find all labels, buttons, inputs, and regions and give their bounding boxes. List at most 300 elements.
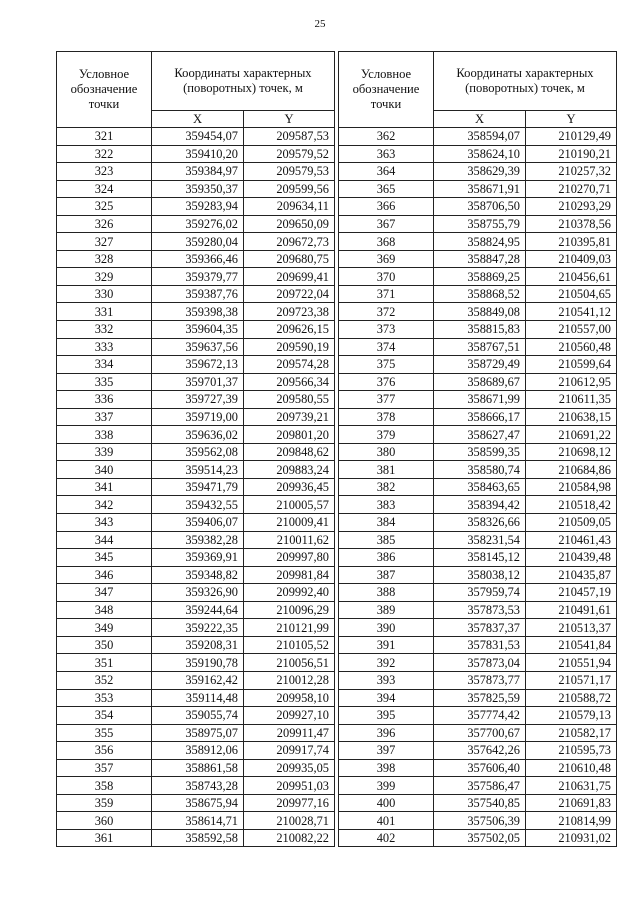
point-number-cell: 387	[339, 566, 434, 584]
coordinates-table-left	[56, 51, 335, 847]
table-row	[57, 531, 335, 549]
point-number-cell: 379	[339, 426, 434, 444]
x-coordinate-cell: 359369,91	[152, 549, 244, 567]
x-coordinate-cell: 359348,82	[152, 566, 244, 584]
point-number-cell: 334	[57, 356, 152, 374]
y-coordinate-cell: 210595,73	[526, 742, 617, 760]
table-row	[57, 426, 335, 444]
point-number-cell: 372	[339, 303, 434, 321]
table-row	[57, 794, 335, 812]
x-coordinate-cell: 359719,00	[152, 408, 244, 426]
y-coordinate-cell: 210190,21	[526, 145, 617, 163]
table-row	[57, 496, 335, 514]
y-coordinate-cell: 210439,48	[526, 549, 617, 567]
y-coordinate-cell: 209981,84	[244, 566, 335, 584]
y-coordinate-cell: 209650,09	[244, 215, 335, 233]
point-number-cell: 323	[57, 163, 152, 181]
point-number-cell: 355	[57, 724, 152, 742]
x-coordinate-cell: 359398,38	[152, 303, 244, 321]
point-number-cell: 374	[339, 338, 434, 356]
x-coordinate-cell: 359514,23	[152, 461, 244, 479]
y-coordinate-cell: 210612,95	[526, 373, 617, 391]
y-coordinate-cell: 210638,15	[526, 408, 617, 426]
table-row	[339, 356, 617, 374]
point-number-cell: 388	[339, 584, 434, 602]
y-coordinate-cell: 210409,03	[526, 250, 617, 268]
table-row	[57, 689, 335, 707]
x-coordinate-cell: 357837,37	[434, 619, 526, 637]
x-coordinate-cell: 358627,47	[434, 426, 526, 444]
y-coordinate-cell: 210513,37	[526, 619, 617, 637]
y-coordinate-cell: 210631,75	[526, 777, 617, 795]
x-coordinate-cell: 358624,10	[434, 145, 526, 163]
point-number-cell: 330	[57, 285, 152, 303]
y-coordinate-cell: 209722,04	[244, 285, 335, 303]
table-row	[339, 759, 617, 777]
table-row	[339, 584, 617, 602]
table-row	[339, 654, 617, 672]
x-coordinate-cell: 359636,02	[152, 426, 244, 444]
point-number-cell: 337	[57, 408, 152, 426]
point-number-cell: 335	[57, 373, 152, 391]
x-coordinate-cell: 359387,76	[152, 285, 244, 303]
y-coordinate-cell: 210121,99	[244, 619, 335, 637]
y-coordinate-cell: 210293,29	[526, 198, 617, 216]
x-coordinate-cell: 359114,48	[152, 689, 244, 707]
table-row	[339, 145, 617, 163]
table-row	[339, 689, 617, 707]
y-header: Y	[244, 111, 335, 128]
y-coordinate-cell: 210691,83	[526, 794, 617, 812]
x-coordinate-cell: 357825,59	[434, 689, 526, 707]
x-coordinate-cell: 359055,74	[152, 707, 244, 725]
y-coordinate-cell: 209587,53	[244, 128, 335, 146]
point-number-cell: 399	[339, 777, 434, 795]
y-coordinate-cell: 210005,57	[244, 496, 335, 514]
table-row	[57, 619, 335, 637]
y-coordinate-cell: 209951,03	[244, 777, 335, 795]
table-row	[57, 321, 335, 339]
point-number-cell: 400	[339, 794, 434, 812]
y-coordinate-cell: 209723,38	[244, 303, 335, 321]
x-coordinate-cell: 358671,99	[434, 391, 526, 409]
point-number-cell: 326	[57, 215, 152, 233]
y-coordinate-cell: 209883,24	[244, 461, 335, 479]
y-coordinate-cell: 210491,61	[526, 601, 617, 619]
y-coordinate-cell: 210504,65	[526, 285, 617, 303]
y-coordinate-cell: 209680,75	[244, 250, 335, 268]
table-row	[57, 584, 335, 602]
point-number-cell: 345	[57, 549, 152, 567]
y-coordinate-cell: 210011,62	[244, 531, 335, 549]
point-number-cell: 397	[339, 742, 434, 760]
point-number-cell: 331	[57, 303, 152, 321]
x-coordinate-cell: 357606,40	[434, 759, 526, 777]
x-coordinate-cell: 357506,39	[434, 812, 526, 830]
point-number-cell: 363	[339, 145, 434, 163]
point-number-cell: 367	[339, 215, 434, 233]
x-coordinate-cell: 359432,55	[152, 496, 244, 514]
x-coordinate-cell: 359384,97	[152, 163, 244, 181]
table-row	[57, 707, 335, 725]
table-row	[57, 514, 335, 532]
y-coordinate-cell: 209672,73	[244, 233, 335, 251]
point-number-cell: 365	[339, 180, 434, 198]
point-number-cell: 357	[57, 759, 152, 777]
x-coordinate-cell: 357959,74	[434, 584, 526, 602]
table-row	[339, 373, 617, 391]
point-header: Условное обозначение точки	[57, 52, 152, 128]
x-coordinate-cell: 359190,78	[152, 654, 244, 672]
table-row	[339, 233, 617, 251]
y-coordinate-cell: 209911,47	[244, 724, 335, 742]
point-number-cell: 351	[57, 654, 152, 672]
table-row	[339, 321, 617, 339]
y-coordinate-cell: 209936,45	[244, 478, 335, 496]
x-coordinate-cell: 359562,08	[152, 443, 244, 461]
x-coordinate-cell: 358824,95	[434, 233, 526, 251]
point-number-cell: 361	[57, 829, 152, 847]
table-row	[57, 145, 335, 163]
table-row	[339, 215, 617, 233]
table-row	[339, 426, 617, 444]
point-number-cell: 339	[57, 443, 152, 461]
point-number-cell: 377	[339, 391, 434, 409]
point-number-cell: 383	[339, 496, 434, 514]
table-row	[57, 215, 335, 233]
x-coordinate-cell: 358706,50	[434, 198, 526, 216]
point-number-cell: 362	[339, 128, 434, 146]
x-coordinate-cell: 359280,04	[152, 233, 244, 251]
point-number-cell: 398	[339, 759, 434, 777]
table-body-right	[339, 128, 617, 847]
point-number-cell: 392	[339, 654, 434, 672]
y-coordinate-cell: 210571,17	[526, 671, 617, 689]
y-coordinate-cell: 210541,12	[526, 303, 617, 321]
x-coordinate-cell: 358145,12	[434, 549, 526, 567]
x-coordinate-cell: 358755,79	[434, 215, 526, 233]
table-row	[339, 777, 617, 795]
point-number-cell: 346	[57, 566, 152, 584]
point-number-cell: 401	[339, 812, 434, 830]
y-coordinate-cell: 210541,84	[526, 636, 617, 654]
point-number-cell: 366	[339, 198, 434, 216]
table-row	[57, 180, 335, 198]
table-row	[339, 724, 617, 742]
point-number-cell: 359	[57, 794, 152, 812]
point-number-cell: 371	[339, 285, 434, 303]
table-row	[57, 233, 335, 251]
point-number-cell: 376	[339, 373, 434, 391]
x-coordinate-cell: 359276,02	[152, 215, 244, 233]
x-coordinate-cell: 357873,04	[434, 654, 526, 672]
y-coordinate-cell: 210579,13	[526, 707, 617, 725]
x-coordinate-cell: 359379,77	[152, 268, 244, 286]
x-coordinate-cell: 359366,46	[152, 250, 244, 268]
table-row	[339, 250, 617, 268]
table-row	[339, 636, 617, 654]
x-coordinate-cell: 358767,51	[434, 338, 526, 356]
point-number-cell: 360	[57, 812, 152, 830]
point-number-cell: 342	[57, 496, 152, 514]
point-number-cell: 368	[339, 233, 434, 251]
point-number-cell: 352	[57, 671, 152, 689]
table-row	[339, 478, 617, 496]
point-number-cell: 353	[57, 689, 152, 707]
table-row	[339, 268, 617, 286]
point-number-cell: 375	[339, 356, 434, 374]
point-number-cell: 369	[339, 250, 434, 268]
y-coordinate-cell: 210610,48	[526, 759, 617, 777]
x-coordinate-cell: 359410,20	[152, 145, 244, 163]
y-coordinate-cell: 209574,28	[244, 356, 335, 374]
table-row	[57, 478, 335, 496]
table-row	[57, 671, 335, 689]
y-coordinate-cell: 210551,94	[526, 654, 617, 672]
point-number-cell: 347	[57, 584, 152, 602]
y-coordinate-cell: 210105,52	[244, 636, 335, 654]
x-coordinate-cell: 358599,35	[434, 443, 526, 461]
point-number-cell: 373	[339, 321, 434, 339]
x-coordinate-cell: 358815,83	[434, 321, 526, 339]
table-row	[57, 724, 335, 742]
coordinates-header: Координаты характерных (поворотных) точек, м	[152, 52, 335, 111]
table-row	[57, 250, 335, 268]
x-coordinate-cell: 358868,52	[434, 285, 526, 303]
x-coordinate-cell: 357700,67	[434, 724, 526, 742]
point-number-cell: 348	[57, 601, 152, 619]
table-row	[339, 391, 617, 409]
table-row	[339, 671, 617, 689]
table-row	[57, 408, 335, 426]
x-coordinate-cell: 358629,39	[434, 163, 526, 181]
point-number-cell: 349	[57, 619, 152, 637]
point-number-cell: 384	[339, 514, 434, 532]
table-row	[339, 285, 617, 303]
point-number-cell: 394	[339, 689, 434, 707]
y-coordinate-cell: 209927,10	[244, 707, 335, 725]
x-coordinate-cell: 357586,47	[434, 777, 526, 795]
page-number: 25	[314, 18, 326, 30]
point-number-cell: 332	[57, 321, 152, 339]
table-row	[57, 356, 335, 374]
y-coordinate-cell: 210457,19	[526, 584, 617, 602]
point-number-cell: 364	[339, 163, 434, 181]
table-row	[57, 742, 335, 760]
table-row	[57, 128, 335, 146]
y-coordinate-cell: 210009,41	[244, 514, 335, 532]
table-row	[339, 338, 617, 356]
x-header: X	[434, 111, 526, 128]
x-coordinate-cell: 359406,07	[152, 514, 244, 532]
y-coordinate-cell: 210599,64	[526, 356, 617, 374]
x-coordinate-cell: 359672,13	[152, 356, 244, 374]
table-row	[57, 636, 335, 654]
y-coordinate-cell: 210582,17	[526, 724, 617, 742]
table-row	[339, 794, 617, 812]
y-coordinate-cell: 210684,86	[526, 461, 617, 479]
point-number-cell: 378	[339, 408, 434, 426]
x-coordinate-cell: 358231,54	[434, 531, 526, 549]
y-coordinate-cell: 210129,49	[526, 128, 617, 146]
y-coordinate-cell: 209579,52	[244, 145, 335, 163]
x-coordinate-cell: 358849,08	[434, 303, 526, 321]
x-coordinate-cell: 359604,35	[152, 321, 244, 339]
table-row	[339, 163, 617, 181]
y-coordinate-cell: 210814,99	[526, 812, 617, 830]
y-coordinate-cell: 209579,53	[244, 163, 335, 181]
table-body-left	[57, 128, 335, 847]
table-row	[339, 549, 617, 567]
x-coordinate-cell: 358847,28	[434, 250, 526, 268]
x-coordinate-cell: 358038,12	[434, 566, 526, 584]
table-row	[57, 285, 335, 303]
y-coordinate-cell: 210611,35	[526, 391, 617, 409]
x-coordinate-cell: 359208,31	[152, 636, 244, 654]
y-coordinate-cell: 209917,74	[244, 742, 335, 760]
table-row	[57, 829, 335, 847]
point-number-cell: 358	[57, 777, 152, 795]
y-coordinate-cell: 210378,56	[526, 215, 617, 233]
point-number-cell: 329	[57, 268, 152, 286]
y-coordinate-cell: 209599,56	[244, 180, 335, 198]
table-row	[339, 566, 617, 584]
table-row	[57, 198, 335, 216]
x-coordinate-cell: 359162,42	[152, 671, 244, 689]
x-coordinate-cell: 359701,37	[152, 373, 244, 391]
y-coordinate-cell: 209580,55	[244, 391, 335, 409]
y-coordinate-cell: 209590,19	[244, 338, 335, 356]
point-number-cell: 385	[339, 531, 434, 549]
point-number-cell: 389	[339, 601, 434, 619]
x-coordinate-cell: 358463,65	[434, 478, 526, 496]
table-row	[57, 268, 335, 286]
y-coordinate-cell: 209935,05	[244, 759, 335, 777]
table-row	[57, 391, 335, 409]
point-number-cell: 341	[57, 478, 152, 496]
y-coordinate-cell: 210456,61	[526, 268, 617, 286]
y-coordinate-cell: 210056,51	[244, 654, 335, 672]
x-coordinate-cell: 359382,28	[152, 531, 244, 549]
y-coordinate-cell: 210691,22	[526, 426, 617, 444]
point-number-cell: 370	[339, 268, 434, 286]
point-number-cell: 328	[57, 250, 152, 268]
table-row	[57, 812, 335, 830]
y-coordinate-cell: 210012,28	[244, 671, 335, 689]
x-coordinate-cell: 358326,66	[434, 514, 526, 532]
x-coordinate-cell: 357774,42	[434, 707, 526, 725]
table-row	[57, 549, 335, 567]
table-row	[57, 654, 335, 672]
table-row	[339, 531, 617, 549]
x-coordinate-cell: 359454,07	[152, 128, 244, 146]
table-row	[57, 777, 335, 795]
table-row	[57, 338, 335, 356]
x-coordinate-cell: 357642,26	[434, 742, 526, 760]
x-coordinate-cell: 358975,07	[152, 724, 244, 742]
y-coordinate-cell: 209634,11	[244, 198, 335, 216]
table-row	[339, 180, 617, 198]
table-row	[57, 759, 335, 777]
point-number-cell: 340	[57, 461, 152, 479]
y-coordinate-cell: 209801,20	[244, 426, 335, 444]
x-coordinate-cell: 358675,94	[152, 794, 244, 812]
point-number-cell: 402	[339, 829, 434, 847]
coordinates-header: Координаты характерных (поворотных) точек, м	[434, 52, 617, 111]
table-row	[57, 373, 335, 391]
table-row	[57, 601, 335, 619]
x-coordinate-cell: 359244,64	[152, 601, 244, 619]
x-coordinate-cell: 358729,49	[434, 356, 526, 374]
x-coordinate-cell: 358394,42	[434, 496, 526, 514]
point-number-cell: 344	[57, 531, 152, 549]
y-coordinate-cell: 210028,71	[244, 812, 335, 830]
y-coordinate-cell: 209848,62	[244, 443, 335, 461]
point-number-cell: 343	[57, 514, 152, 532]
x-coordinate-cell: 359637,56	[152, 338, 244, 356]
y-coordinate-cell: 209739,21	[244, 408, 335, 426]
y-coordinate-cell: 210698,12	[526, 443, 617, 461]
x-header: X	[152, 111, 244, 128]
y-coordinate-cell: 210461,43	[526, 531, 617, 549]
y-coordinate-cell: 210082,22	[244, 829, 335, 847]
point-number-cell: 391	[339, 636, 434, 654]
y-coordinate-cell: 210257,32	[526, 163, 617, 181]
x-coordinate-cell: 359350,37	[152, 180, 244, 198]
y-coordinate-cell: 210509,05	[526, 514, 617, 532]
point-number-cell: 321	[57, 128, 152, 146]
coordinates-table-right	[338, 51, 617, 847]
x-coordinate-cell: 358666,17	[434, 408, 526, 426]
point-number-cell: 324	[57, 180, 152, 198]
y-coordinate-cell: 210395,81	[526, 233, 617, 251]
x-coordinate-cell: 358689,67	[434, 373, 526, 391]
table-row	[339, 812, 617, 830]
table-row	[57, 566, 335, 584]
x-coordinate-cell: 358580,74	[434, 461, 526, 479]
x-coordinate-cell: 357873,53	[434, 601, 526, 619]
x-coordinate-cell: 357502,05	[434, 829, 526, 847]
table-row	[339, 829, 617, 847]
y-coordinate-cell: 209992,40	[244, 584, 335, 602]
table-row	[57, 461, 335, 479]
point-number-cell: 336	[57, 391, 152, 409]
x-coordinate-cell: 359283,94	[152, 198, 244, 216]
x-coordinate-cell: 358614,71	[152, 812, 244, 830]
y-coordinate-cell: 209977,16	[244, 794, 335, 812]
point-number-cell: 395	[339, 707, 434, 725]
table-row	[339, 198, 617, 216]
y-coordinate-cell: 209997,80	[244, 549, 335, 567]
point-number-cell: 327	[57, 233, 152, 251]
table-row	[339, 303, 617, 321]
y-coordinate-cell: 209958,10	[244, 689, 335, 707]
point-number-cell: 333	[57, 338, 152, 356]
point-number-cell: 322	[57, 145, 152, 163]
table-row	[57, 443, 335, 461]
table-row	[339, 601, 617, 619]
x-coordinate-cell: 359727,39	[152, 391, 244, 409]
point-number-cell: 338	[57, 426, 152, 444]
point-number-cell: 390	[339, 619, 434, 637]
y-coordinate-cell: 209566,34	[244, 373, 335, 391]
table-row	[339, 408, 617, 426]
point-number-cell: 356	[57, 742, 152, 760]
y-coordinate-cell: 209699,41	[244, 268, 335, 286]
point-header: Условное обозначение точки	[339, 52, 434, 128]
table-row	[339, 619, 617, 637]
point-number-cell: 386	[339, 549, 434, 567]
